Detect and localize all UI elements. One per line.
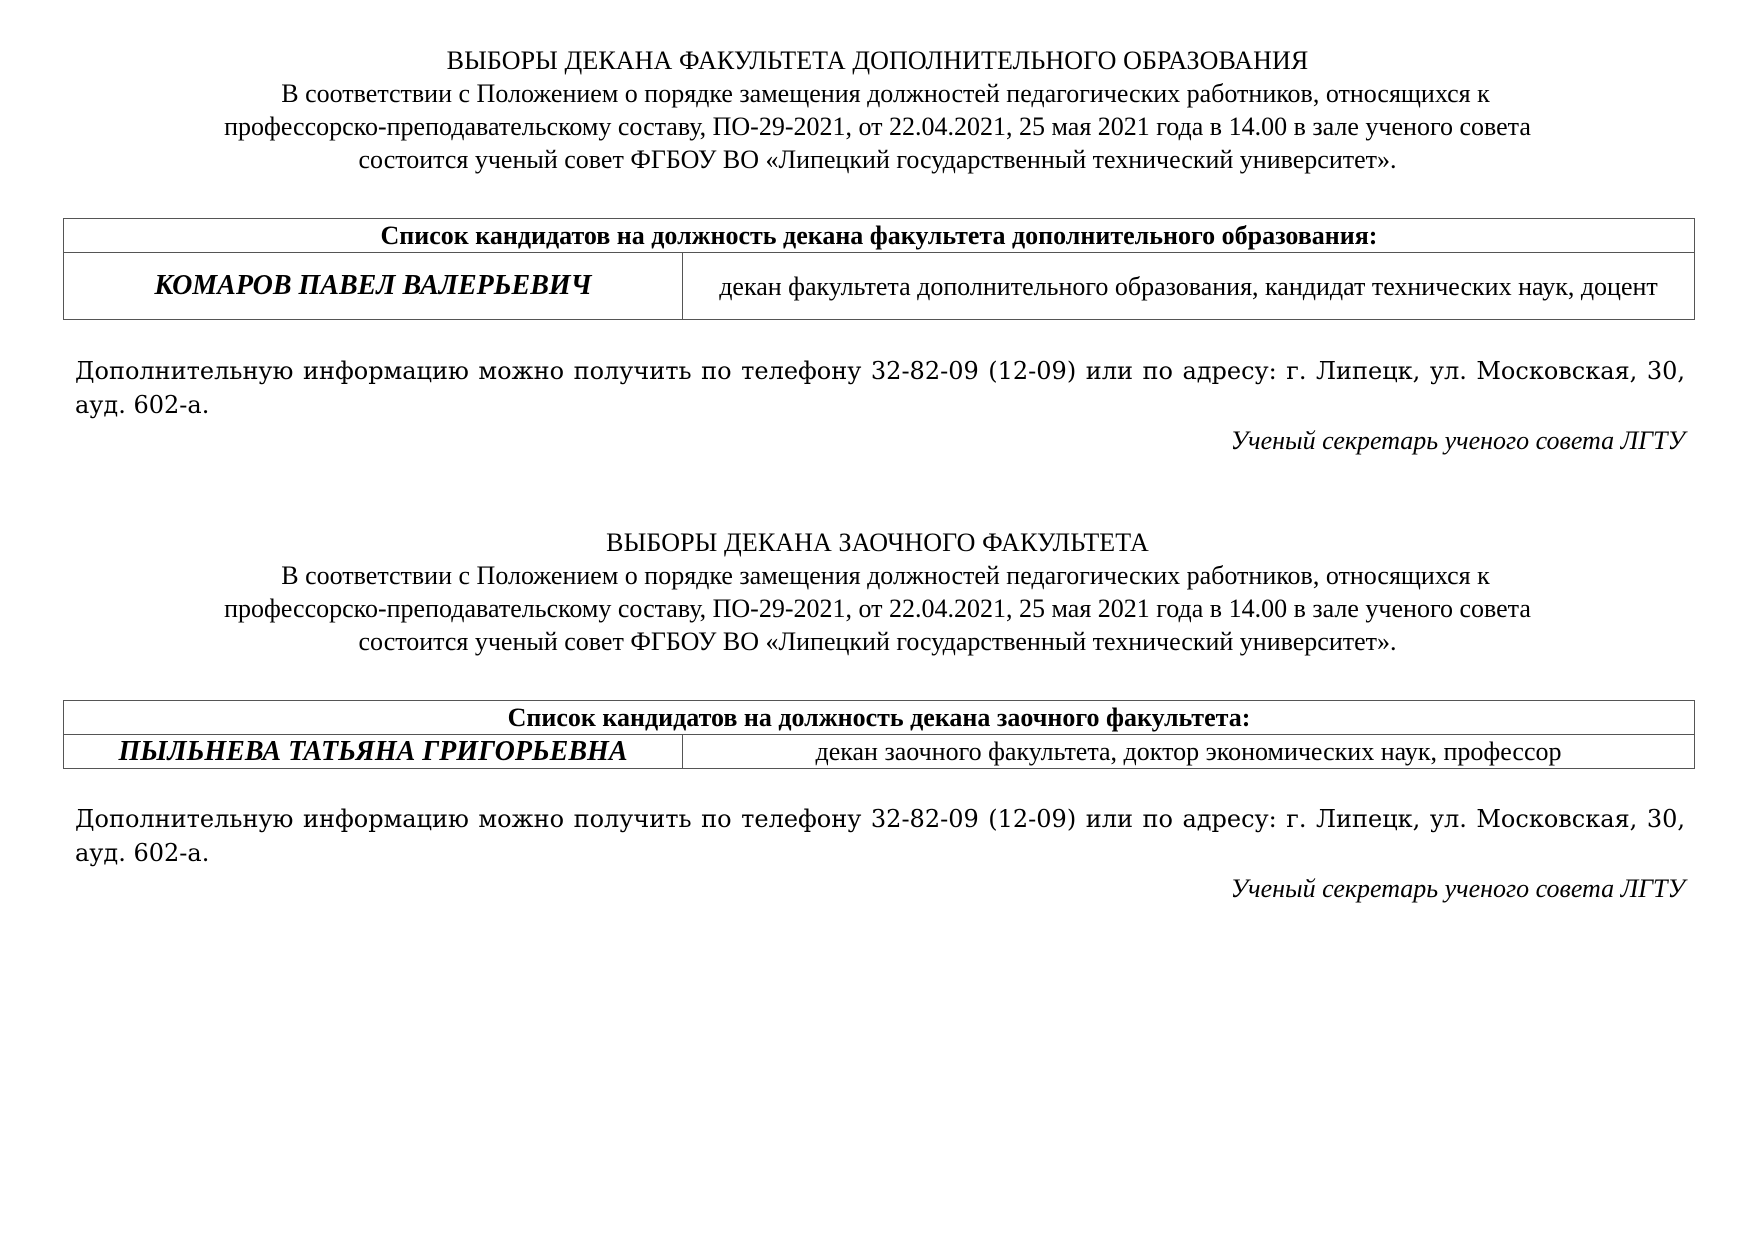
- election-section-correspondence: [0, 526, 1755, 903]
- intro-line: В соответствии с Положением о порядке замещения должностей педагогических работников, относящихся к: [281, 79, 1490, 108]
- intro-line: состоится ученый совет ФГБОУ ВО «Липецкий государственный технический университет».: [358, 145, 1397, 174]
- contact-info: Дополнительную информацию можно получить по телефону 32-82-09 (12-09) или по адресу: г. Липецк, ул. Московская, 30, ауд. 602-а.: [75, 357, 1685, 419]
- candidate-description: декан факультета дополнительного образования, кандидат технических наук, доцент: [683, 253, 1695, 320]
- signature: Ученый секретарь ученого совета ЛГТУ: [1230, 426, 1685, 455]
- table-header-row: [64, 219, 1695, 253]
- section-title: ВЫБОРЫ ДЕКАНА ФАКУЛЬТЕТА ДОПОЛНИТЕЛЬНОГО ОБРАЗОВАНИЯ: [446, 46, 1309, 75]
- intro-line: профессорско-преподавательскому составу, ПО-29-2021, от 22.04.2021, 25 мая 2021 года в 14.00 в зале ученого совета: [224, 112, 1531, 141]
- election-section-additional-education: [0, 44, 1755, 455]
- section-intro: [0, 77, 1755, 176]
- intro-line: В соответствии с Положением о порядке замещения должностей педагогических работников, относящихся к: [281, 561, 1490, 590]
- section-intro: [0, 559, 1755, 658]
- candidate-name: КОМАРОВ ПАВЕЛ ВАЛЕРЬЕВИЧ: [64, 253, 683, 320]
- table-row: [64, 735, 1695, 769]
- table-header: Список кандидатов на должность декана заочного факультета:: [64, 701, 1695, 735]
- table-row: [64, 253, 1695, 320]
- table-header: Список кандидатов на должность декана факультета дополнительного образования:: [64, 219, 1695, 253]
- signature: Ученый секретарь ученого совета ЛГТУ: [1230, 874, 1685, 903]
- candidates-table: [63, 700, 1695, 769]
- candidates-table: [63, 218, 1695, 320]
- table-header-row: [64, 701, 1695, 735]
- candidate-description: декан заочного факультета, доктор экономических наук, профессор: [683, 735, 1695, 769]
- candidate-name: ПЫЛЬНЕВА ТАТЬЯНА ГРИГОРЬЕВНА: [64, 735, 683, 769]
- intro-line: профессорско-преподавательскому составу, ПО-29-2021, от 22.04.2021, 25 мая 2021 года в 14.00 в зале ученого совета: [224, 594, 1531, 623]
- intro-line: состоится ученый совет ФГБОУ ВО «Липецкий государственный технический университет».: [358, 627, 1397, 656]
- section-title: ВЫБОРЫ ДЕКАНА ЗАОЧНОГО ФАКУЛЬТЕТА: [606, 528, 1149, 557]
- contact-info: Дополнительную информацию можно получить по телефону 32-82-09 (12-09) или по адресу: г. Липецк, ул. Московская, 30, ауд. 602-а.: [75, 805, 1685, 867]
